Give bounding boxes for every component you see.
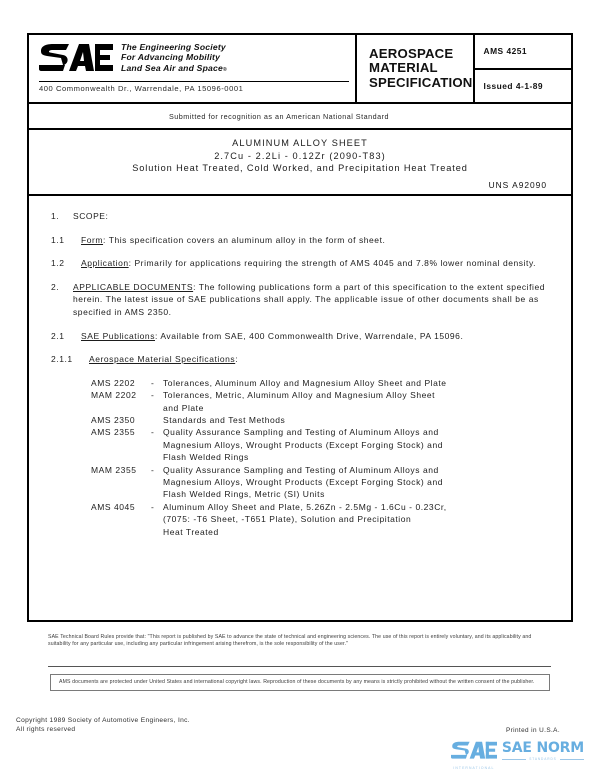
clause-aerospace-material-specs-number: 2.1.1 bbox=[51, 354, 73, 365]
footer-divider bbox=[48, 666, 551, 667]
publisher-address: 400 Commonwealth Dr., Warrendale, PA 15096-0001 bbox=[39, 84, 244, 93]
material-title: ALUMINUM ALLOY SHEET bbox=[232, 138, 368, 148]
clause-sae-publications-label: SAE Publications bbox=[81, 330, 156, 341]
sae-norm-watermark bbox=[451, 741, 584, 770]
reference-id: AMS 2355 bbox=[91, 427, 136, 438]
reference-id: AMS 2350 bbox=[91, 414, 136, 425]
clause-sae-publications-body bbox=[81, 330, 549, 343]
reference-entry bbox=[91, 426, 549, 438]
clause-applicable-documents-label: APPLICABLE DOCUMENTS bbox=[73, 281, 194, 292]
reference-entry bbox=[91, 414, 549, 426]
clause-aerospace-material-specs-colon: : bbox=[235, 354, 239, 365]
reference-id: MAM 2355 bbox=[91, 464, 137, 475]
clause-form-text: : This specification covers an aluminum alloy in the form of sheet. bbox=[103, 234, 386, 245]
clause-aerospace-material-specs bbox=[51, 353, 549, 366]
reference-entry bbox=[91, 389, 549, 401]
document-body bbox=[29, 196, 571, 544]
reference-dash: - bbox=[151, 501, 155, 512]
reference-title: Tolerances, Metric, Aluminum Alloy and Magnesium Alloy Sheet bbox=[163, 390, 436, 401]
clause-scope-number: 1. bbox=[51, 211, 60, 221]
reference-entry bbox=[91, 377, 549, 389]
clause-applicable-documents-text: : The following publications form a part of this specification to the extent specified herein. The latest issue of SAE publications shall apply. The applicable issue of other documents shall be as specified in AMS 2350. bbox=[73, 281, 546, 317]
clause-sae-publications-text: : Available from SAE, 400 Commonwealth Drive, Warrendale, PA 15096. bbox=[155, 330, 464, 341]
clause-sae-publications bbox=[51, 330, 549, 343]
reference-entry bbox=[91, 464, 549, 476]
clause-application-label: Application bbox=[81, 258, 129, 269]
reference-id: AMS 4045 bbox=[91, 501, 136, 512]
doc-type-line-1: AEROSPACE bbox=[369, 45, 454, 61]
printed-in: Printed in U.S.A. bbox=[505, 727, 560, 734]
reference-dash: - bbox=[151, 390, 155, 401]
clause-form-body bbox=[81, 234, 549, 247]
masthead-publisher bbox=[29, 35, 357, 102]
clause-form-number: 1.1 bbox=[51, 234, 65, 245]
reference-title-continuation: and Plate bbox=[163, 402, 204, 413]
masthead bbox=[29, 35, 571, 104]
watermark-rule-row bbox=[502, 757, 584, 761]
reference-title: Quality Assurance Sampling and Testing of Aluminum Alloys and bbox=[163, 427, 439, 438]
reference-id: AMS 2202 bbox=[91, 377, 136, 388]
clause-form bbox=[51, 234, 549, 247]
watermark-text-group bbox=[502, 741, 584, 761]
watermark-rule-right bbox=[560, 759, 584, 760]
clause-scope bbox=[51, 210, 549, 223]
sae-tagline bbox=[121, 42, 227, 75]
technical-board-disclaimer: SAE Technical Board Rules provide that: "This report is published by SAE to advance the state of technical and engineering sciences. The use of this report is entirely voluntary, and its applicability and suitability for any particular use, including any particular infringement arising therefrom, is the sole responsibility of the user." bbox=[48, 634, 532, 648]
clause-applicable-documents-number: 2. bbox=[51, 281, 60, 292]
clause-applicable-documents-body bbox=[73, 281, 549, 319]
reference-title-continuation: Heat Treated bbox=[163, 526, 219, 537]
reference-dash: - bbox=[151, 427, 155, 438]
doc-type-line-2: MATERIAL bbox=[369, 60, 438, 76]
watermark-rule-text: STANDARDS bbox=[529, 757, 557, 761]
clause-aerospace-material-specs-body bbox=[89, 353, 549, 366]
watermark-logo-sub: INTERNATIONAL bbox=[453, 766, 495, 770]
reference-title: Quality Assurance Sampling and Testing of Aluminum Alloys and bbox=[163, 464, 439, 475]
address-divider bbox=[39, 81, 349, 82]
reference-dash: - bbox=[151, 464, 155, 475]
clause-application-number: 1.2 bbox=[51, 258, 65, 269]
material-condition: Solution Heat Treated, Cold Worked, and Precipitation Heat Treated bbox=[132, 163, 468, 174]
tagline-line-2: For Advancing Mobility bbox=[121, 52, 221, 63]
watermark-word: SAE NORM bbox=[501, 740, 584, 756]
spec-issued-date: Issued 4-1-89 bbox=[483, 80, 544, 91]
copyright-line bbox=[16, 716, 190, 734]
sae-logo-icon bbox=[39, 43, 113, 78]
watermark-rule-left bbox=[502, 759, 526, 760]
document-identifiers bbox=[473, 35, 571, 102]
clause-sae-publications-number: 2.1 bbox=[51, 330, 65, 341]
reference-id: MAM 2202 bbox=[91, 390, 137, 401]
clause-application-body bbox=[81, 257, 549, 270]
reference-title-continuation: Magnesium Alloys, Wrought Products (Except Forging Stock) and bbox=[163, 477, 444, 487]
copyright-owner: Copyright 1989 Society of Automotive Engineers, Inc. bbox=[16, 717, 190, 724]
clause-application-text: : Primarily for applications requiring the strength of AMS 4045 and 7.8% lower nominal density. bbox=[128, 258, 537, 269]
reference-title-continuation: Magnesium Alloys, Wrought Products (Except Forging Stock) and bbox=[163, 439, 444, 450]
copyright-notice-box: AMS documents are protected under United States and international copyright laws. Reproduction of these documents by any means is strictly prohibited without the written consent of the publisher. bbox=[50, 674, 550, 691]
doc-type-line-3: SPECIFICATION bbox=[369, 74, 473, 90]
watermark-logo-icon bbox=[451, 741, 497, 770]
reference-list bbox=[91, 377, 549, 538]
clause-application bbox=[51, 257, 549, 270]
reference-title-continuation: Flash Welded Rings, Metric (SI) Units bbox=[163, 489, 325, 500]
tagline-line-3: Land Sea Air and Space® bbox=[121, 62, 227, 73]
reference-title-continuation: (7075: -T6 Sheet, -T651 Plate), Solution and Precipitation bbox=[163, 514, 412, 525]
uns-designation: UNS A92090 bbox=[488, 180, 547, 190]
reference-title: Tolerances, Aluminum Alloy and Magnesium Alloy Sheet and Plate bbox=[163, 377, 447, 388]
reference-dash bbox=[151, 414, 163, 426]
specification-page bbox=[27, 33, 573, 622]
submitted-band bbox=[29, 104, 571, 130]
reference-dash: - bbox=[151, 377, 155, 388]
rights-reserved: All rights reserved bbox=[16, 726, 76, 733]
reference-entry bbox=[91, 501, 549, 513]
spec-number: AMS 4251 bbox=[475, 35, 571, 70]
title-block bbox=[29, 130, 571, 196]
reference-title: Standards and Test Methods bbox=[163, 414, 286, 425]
submitted-note: Submitted for recognition as an American National Standard bbox=[169, 111, 389, 121]
document-type bbox=[357, 35, 472, 102]
material-composition: 2.7Cu - 2.2Li - 0.12Zr (2090-T83) bbox=[214, 150, 386, 161]
clause-scope-heading: SCOPE: bbox=[73, 211, 109, 221]
reference-title: Aluminum Alloy Sheet and Plate, 5.26Zn - 2.5Mg - 1.6Cu - 0.23Cr, bbox=[163, 501, 447, 512]
clause-aerospace-material-specs-label: Aerospace Material Specifications bbox=[89, 354, 236, 365]
clause-form-label: Form bbox=[81, 234, 104, 245]
reference-title-continuation: Flash Welded Rings bbox=[163, 452, 249, 463]
clause-applicable-documents bbox=[51, 281, 549, 319]
tagline-line-1: The Engineering Society bbox=[121, 42, 226, 52]
